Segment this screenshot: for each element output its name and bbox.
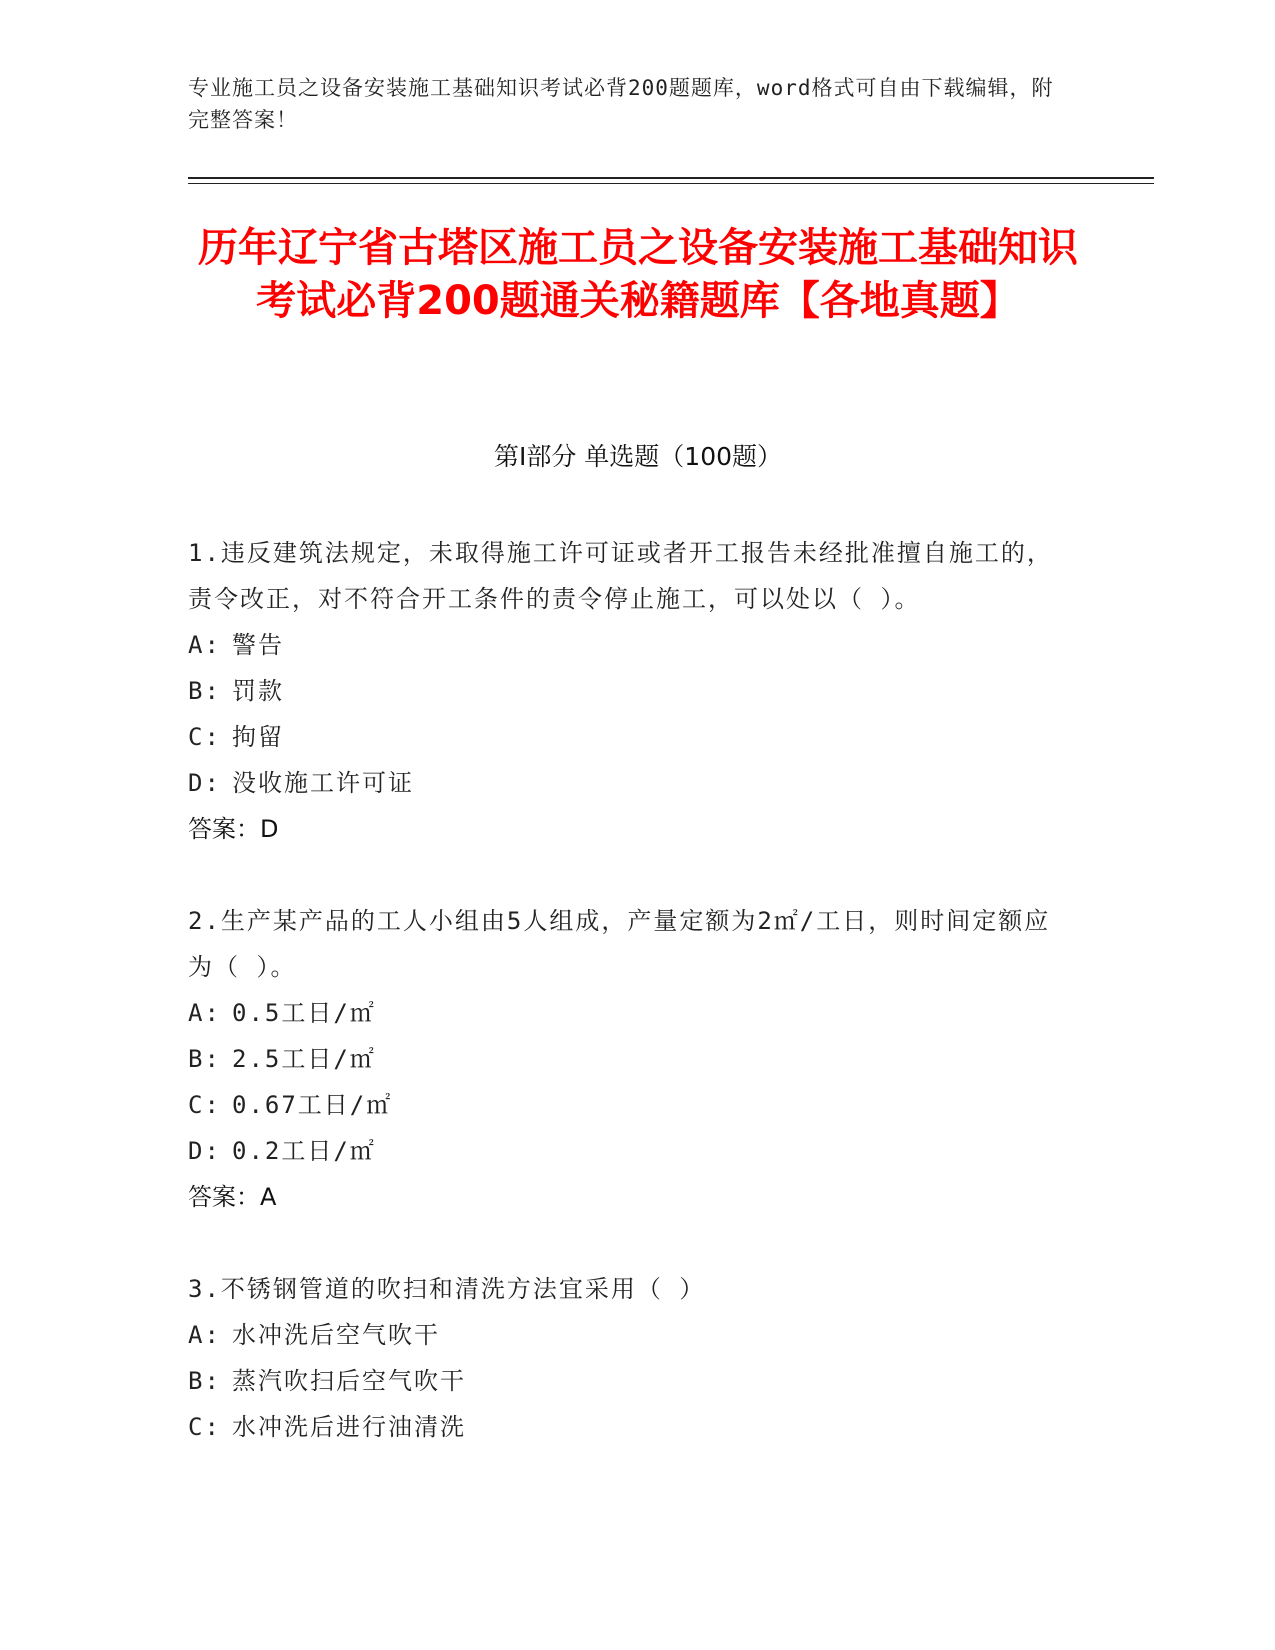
question-spacer xyxy=(188,852,1068,898)
question-item xyxy=(188,898,1068,1220)
question-stem: 3.不锈钢管道的吹扫和清洗方法宜采用（ ） xyxy=(188,1275,706,1303)
question-answer: 答案：A xyxy=(188,1183,277,1211)
option-key: B: xyxy=(188,1367,221,1395)
option-key: A: xyxy=(188,999,221,1027)
option-text: 0.67工日/㎡ xyxy=(232,1091,393,1119)
option-text: 水冲洗后进行油清洗 xyxy=(232,1413,466,1441)
section-heading: 第Ⅰ部分 单选题（100题） xyxy=(493,442,783,471)
option-text: 0.2工日/㎡ xyxy=(232,1137,376,1165)
option-text: 2.5工日/㎡ xyxy=(232,1045,376,1073)
header-rule-thick xyxy=(188,177,1154,179)
question-option xyxy=(188,668,1068,714)
question-option xyxy=(188,1404,1068,1450)
question-stem: 1.违反建筑法规定，未取得施工许可证或者开工报告未经批准擅自施工的，责令改正，对不符合开工条件的责令停止施工，可以处以（ ）。 xyxy=(188,539,1053,613)
question-option xyxy=(188,1128,1068,1174)
question-option xyxy=(188,1312,1068,1358)
option-key: C: xyxy=(188,1413,221,1441)
question-stem: 2.生产某产品的工人小组由5人组成，产量定额为2㎡/工日，则时间定额应为（ ）。 xyxy=(188,907,1051,981)
option-key: C: xyxy=(188,1091,221,1119)
option-key: B: xyxy=(188,677,221,705)
question-spacer xyxy=(188,1220,1068,1266)
option-key: A: xyxy=(188,631,221,659)
option-key: C: xyxy=(188,723,221,751)
question-option xyxy=(188,1358,1068,1404)
option-text: 拘留 xyxy=(232,723,284,751)
question-answer: 答案：D xyxy=(188,815,279,843)
question-option xyxy=(188,622,1068,668)
option-key: A: xyxy=(188,1321,221,1349)
header-note: 专业施工员之设备安装施工基础知识考试必背200题题库，word格式可自由下载编辑，附完整答案！ xyxy=(188,76,1054,132)
option-text: 水冲洗后空气吹干 xyxy=(232,1321,440,1349)
question-option xyxy=(188,760,1068,806)
option-key: D: xyxy=(188,1137,221,1165)
option-text: 罚款 xyxy=(232,677,284,705)
question-item xyxy=(188,530,1068,852)
question-option xyxy=(188,990,1068,1036)
question-option xyxy=(188,1082,1068,1128)
option-text: 0.5工日/㎡ xyxy=(232,999,376,1027)
option-text: 没收施工许可证 xyxy=(232,769,414,797)
option-key: B: xyxy=(188,1045,221,1073)
option-text: 蒸汽吹扫后空气吹干 xyxy=(232,1367,466,1395)
document-title: 历年辽宁省古塔区施工员之设备安装施工基础知识考试必背200题通关秘籍题库【各地真题】 xyxy=(198,225,1078,324)
option-key: D: xyxy=(188,769,221,797)
option-text: 警告 xyxy=(232,631,284,659)
header-rule-thin xyxy=(188,183,1154,184)
question-option xyxy=(188,1036,1068,1082)
question-list xyxy=(188,530,1068,1450)
question-option xyxy=(188,714,1068,760)
question-item xyxy=(188,1266,1068,1450)
